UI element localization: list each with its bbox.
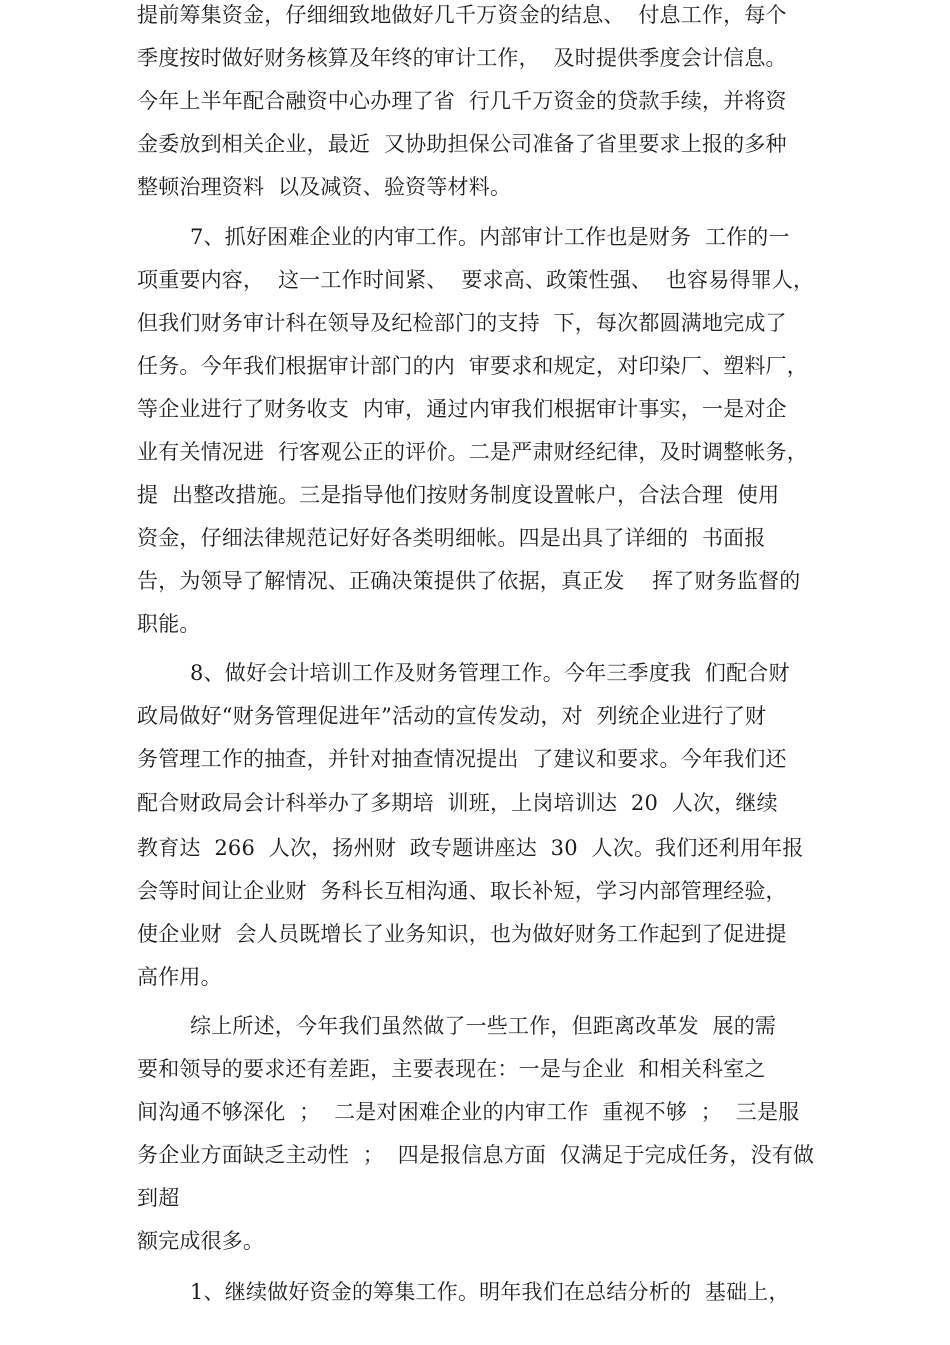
text-line: 项重要内容， 这一工作时间紧、 要求高、政策性强、 也容易得罪人， bbox=[137, 268, 815, 292]
text-line: 务管理工作的抽查，并针对抽查情况提出 了建议和要求。今年我们还 bbox=[137, 747, 787, 771]
text-line: 间沟通不够深化 ； 二是对困难企业的内审工作 重视不够 ； 三是服 bbox=[137, 1100, 800, 1124]
text-line: 配合财政局会计科举办了多期培 训班，上岗培训达 20 人次，继续 bbox=[137, 791, 778, 815]
text-line: 教育达 266 人次，扬州财 政专题讲座达 30 人次。我们还利用年报 bbox=[137, 836, 804, 860]
paragraph-start: 综上所述，今年我们虽然做了一些工作，但距离改革发 展的需 bbox=[190, 1014, 777, 1038]
text-line: 今年上半年配合融资中心办理了省 行几千万资金的贷款手续，并将资 bbox=[137, 89, 787, 113]
text-line: 季度按时做好财务核算及年终的审计工作， 及时提供季度会计信息。 bbox=[137, 46, 787, 70]
text-line: 金委放到相关企业，最近 又协助担保公司准备了省里要求上报的多种 bbox=[137, 132, 787, 156]
text-line: 高作用。 bbox=[137, 965, 222, 989]
text-line: 要和领导的要求还有差距，主要表现在：一是与企业 和相关科室之 bbox=[137, 1057, 766, 1081]
text-line: 使企业财 会人员既增长了业务知识，也为做好财务工作起到了促进提 bbox=[137, 922, 787, 946]
paragraph-start: 1、继续做好资金的筹集工作。明年我们在总结分析的 基础上， bbox=[190, 1280, 790, 1304]
text-line: 等企业进行了财务收支 内审，通过内审我们根据审计事实，一是对企 bbox=[137, 397, 787, 421]
text-line: 提前筹集资金，仔细细致地做好几千万资金的结息、 付息工作，每个 bbox=[137, 3, 787, 27]
text-line: 告，为领导了解情况、正确决策提供了依据，真正发 挥了财务监督的 bbox=[137, 569, 801, 593]
text-line: 额完成很多。 bbox=[137, 1229, 265, 1253]
text-line: 业有关情况进 行客观公正的评价。二是严肃财经纪律，及时调整帐务， bbox=[137, 440, 808, 464]
text-line: 提 出整改措施。三是指导他们按财务制度设置帐户，合法合理 使用 bbox=[137, 483, 780, 507]
text-line: 资金，仔细法律规范记好好各类明细帐。四是出具了详细的 书面报 bbox=[137, 526, 766, 550]
text-line: 会等时间让企业财 务科长互相沟通、取长补短，学习内部管理经验， bbox=[137, 879, 787, 903]
text-line: 务企业方面缺乏主动性 ； 四是报信息方面 仅满足于完成任务，没有做 bbox=[137, 1143, 815, 1167]
text-line: 到超 bbox=[137, 1186, 180, 1210]
text-line: 职能。 bbox=[137, 612, 201, 636]
paragraph-start: 8、做好会计培训工作及财务管理工作。今年三季度我 们配合财 bbox=[190, 661, 790, 685]
text-line: 政局做好“财务管理促进年”活动的宣传发动，对 列统企业进行了财 bbox=[137, 704, 767, 728]
text-line: 整顿治理资料 以及减资、验资等材料。 bbox=[137, 175, 512, 199]
text-line: 但我们财务审计科在领导及纪检部门的支持 下，每次都圆满地完成了 bbox=[137, 311, 787, 335]
paragraph-start: 7、抓好困难企业的内审工作。内部审计工作也是财务 工作的一 bbox=[190, 225, 790, 249]
text-line: 任务。今年我们根据审计部门的内 审要求和规定，对印染厂、塑料厂， bbox=[137, 354, 808, 378]
